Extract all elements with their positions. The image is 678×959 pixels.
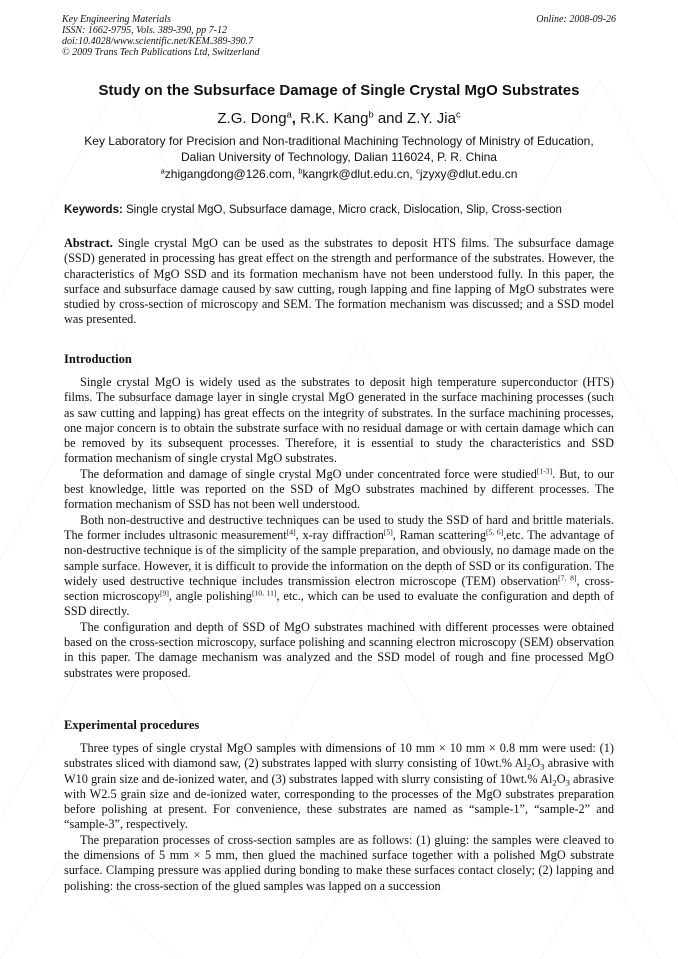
online-date: Online: 2008-09-26	[536, 14, 616, 25]
author-affil-mark: b	[368, 109, 374, 120]
issn-line: ISSN: 1662-9795, Vols. 389-390, pp 7-12	[62, 25, 227, 36]
citation: [9]	[160, 588, 169, 598]
affiliation-line: Key Laboratory for Precision and Non-traditional Machining Technology of Ministry of Education,	[84, 134, 594, 148]
copyright-line: © 2009 Trans Tech Publications Ltd, Switzerland	[62, 47, 260, 58]
author-name: Z.G. Dong	[217, 110, 287, 127]
email-address[interactable]: zhigangdong@126.com,	[164, 167, 299, 181]
author-separator: and	[373, 110, 408, 127]
journal-name: Key Engineering Materials	[62, 14, 171, 25]
affiliation	[40, 133, 638, 165]
paragraph: Three types of single crystal MgO samples with dimensions of 10 mm × 10 mm × 0.8 mm were used: (1) substrates sliced with diamond saw, (2) substrates lapped with slurry consisting of 10wt.% $Al_2O_3$ abrasive with W10 grain size and de-ionized water, and (3) substrates lapped with slurry consisting of 10wt.% $Al_2O_3$ abrasive with W2.5 grain size and de-ionized water, corresponding to the processes of the MgO substrates preparation before polishing at present. For convenience, these substrates are named as “sample-1”, “sample-2” and “sample-3”, respectively.	[64, 741, 614, 832]
paragraph: The preparation processes of cross-section samples are as follows: (1) gluing: the samples were cleaved to the dimensions of 5 mm × 5 mm, then glued the machined surface together with a polished MgO substrate surface. Clamping pressure was applied during bonding to make these surfaces contact closely; (2) lapping and polishing: the cross-section of the glued samples was lapped on a succession	[64, 832, 614, 893]
citation: [4]	[286, 527, 296, 537]
introduction-body	[64, 375, 614, 681]
author-affil-mark: a	[286, 109, 292, 120]
abstract-text: Single crystal MgO can be used as the substrates to deposit HTS films. The subsurface damage (SSD) generated in processing has great effect on the strength and performance of the substrates. However, the characteristics of MgO SSD and its formation mechanism have not been understood fully. In this paper, the surface and subsurface damage caused by saw cutting, rough lapping and fine lapping of MgO substrates were studied by cross-section of microscopy and SEM. The formation mechanism was discussed; and a SSD model was presented.	[64, 236, 614, 327]
citation: [5]	[383, 527, 393, 537]
paragraph: The deformation and damage of single crystal MgO under concentrated force were studied[1-3]. But, to our best knowledge, little was reported on the SSD of MgO substrates machined by different processes. The formation mechanism of SSD has not been well understood.	[64, 466, 614, 512]
keywords	[64, 204, 624, 216]
email-mark: b	[298, 166, 303, 176]
citation: [10, 11]	[251, 588, 277, 598]
abstract-label: Abstract.	[64, 236, 113, 250]
email-mark: c	[416, 166, 420, 176]
keywords-label: Keywords:	[64, 204, 123, 216]
journal-header	[62, 14, 616, 58]
paper-title: Study on the Subsurface Damage of Single Crystal MgO Substrates	[98, 82, 580, 99]
email-mark: a	[160, 166, 165, 176]
email-address[interactable]: jzyxy@dlut.edu.cn	[419, 167, 518, 181]
paragraph: Both non-destructive and destructive techniques can be used to study the SSD of hard and brittle materials. The former includes ultrasonic measurement[4], x-ray diffraction[5], Raman scattering[5, 6],etc. The advantage of non-destructive technique is of the simplicity of the sample preparation, and obviously, no damage made on the sample surface. However, it is difficult to provide the information on the depth of SSD or its configuration. The widely used destructive technique includes transmission electron microscope (TEM) observation[7, 8], cross-section microscopy[9], angle polishing[10, 11], etc., which can be used to evaluate the configuration and depth of SSD directly.	[64, 512, 615, 619]
affiliation-line: Dalian University of Technology, Dalian 116024, P. R. China	[181, 150, 497, 164]
experimental-body	[64, 741, 614, 894]
section-heading-introduction: Introduction	[64, 352, 132, 366]
abstract	[64, 236, 614, 328]
author-name: R.K. Kang	[300, 110, 369, 127]
author-list	[40, 110, 638, 127]
author-emails	[40, 167, 638, 181]
keywords-text: Single crystal MgO, Subsurface damage, Micro crack, Dislocation, Slip, Cross-section	[122, 204, 562, 216]
email-address[interactable]: kangrk@dlut.edu.cn,	[302, 167, 417, 181]
paragraph: Single crystal MgO is widely used as the substrates to deposit high temperature superconductor (HTS) films. The subsurface damage layer in single crystal MgO generated in the surface machining processes (such as saw cutting and lapping) has great effects on the integrity of substrates. In the surface machining processes, one major concern is to obtain the substrate surface with no residual damage or with certain damage which can be removed by its subsequent processes. Therefore, it is essential to study the characteristics and SSD formation mechanism of single crystal MgO substrates.	[64, 375, 614, 466]
citation: [5, 6]	[486, 527, 504, 537]
citation: [7, 8]	[558, 573, 577, 583]
paragraph: The configuration and depth of SSD of MgO substrates machined with different processes were obtained based on the cross-section microscopy, surface polishing and scanning electron microscopy (SEM) observation in this paper. The damage mechanism was analyzed and the SSD model of rough and fine processed MgO substrates were proposed.	[64, 619, 614, 680]
author-affil-mark: c	[455, 109, 461, 120]
citation: [1-3]	[536, 466, 553, 476]
section-heading-experimental: Experimental procedures	[64, 718, 200, 732]
author-name: Z.Y. Jia	[407, 110, 456, 127]
author-separator: ,	[291, 110, 301, 127]
doi-line: doi:10.4028/www.scientific.net/KEM.389-390.7	[62, 36, 254, 47]
